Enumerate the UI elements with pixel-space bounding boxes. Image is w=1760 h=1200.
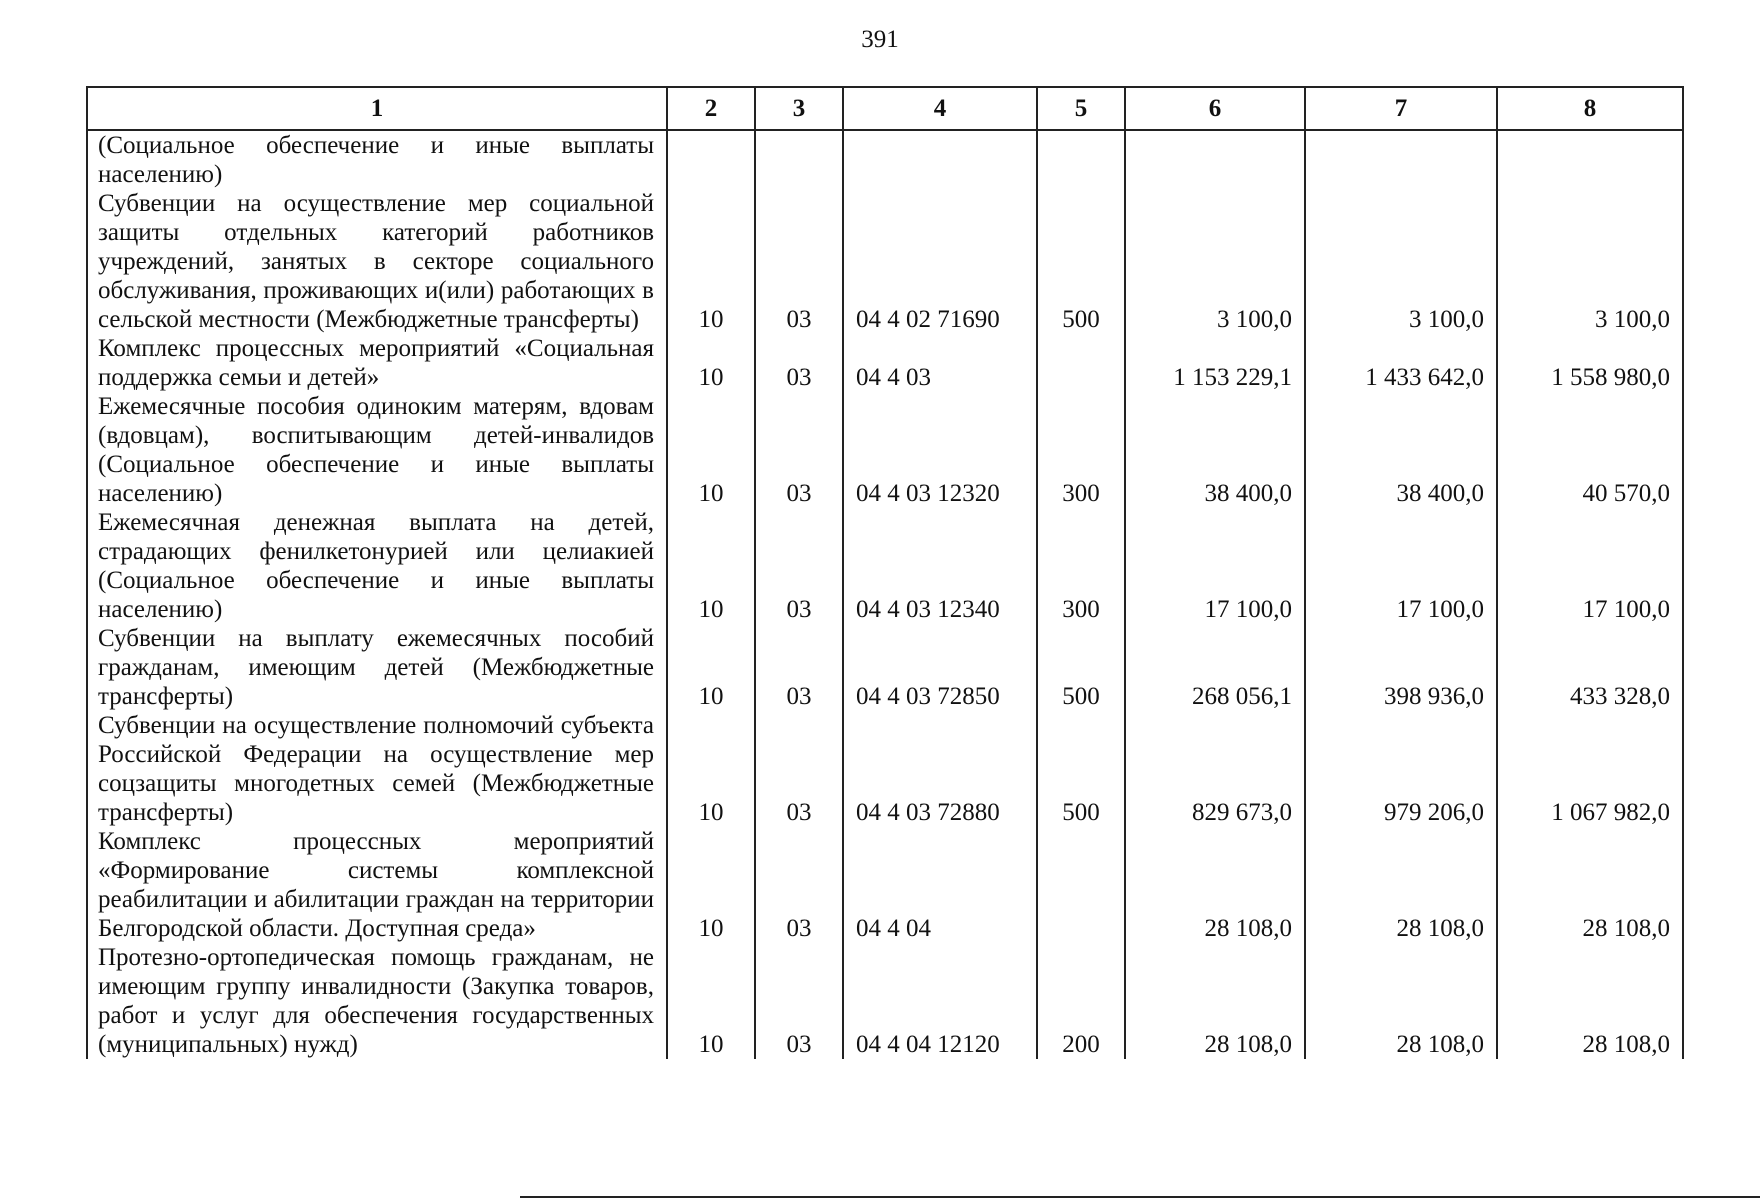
row-expense-type	[1037, 827, 1125, 943]
table-row	[87, 334, 1683, 392]
column-header-2: 2	[667, 87, 755, 130]
row-subsection	[755, 130, 843, 189]
row-value-col8: 17 100,0	[1497, 508, 1683, 624]
row-section: 10	[667, 189, 755, 334]
row-section	[667, 130, 755, 189]
row-value-col8: 1 558 980,0	[1497, 334, 1683, 392]
row-value-col8: 28 108,0	[1497, 943, 1683, 1059]
table-row	[87, 508, 1683, 624]
row-expense-type	[1037, 334, 1125, 392]
row-subsection: 03	[755, 334, 843, 392]
row-target-code: 04 4 03 72850	[843, 624, 1037, 711]
row-description: Комплекс процессных мероприятий «Социальная поддержка семьи и детей»	[87, 334, 667, 392]
table-row	[87, 392, 1683, 508]
row-value-col8: 1 067 982,0	[1497, 711, 1683, 827]
row-target-code: 04 4 03 12320	[843, 392, 1037, 508]
column-header-3: 3	[755, 87, 843, 130]
table-row	[87, 189, 1683, 334]
row-description: Ежемесячные пособия одиноким матерям, вдовам (вдовцам), воспитывающим детей-инвалидов (Социальное обеспечение и иные выплаты населению)	[87, 392, 667, 508]
column-header-8: 8	[1497, 87, 1683, 130]
table-row	[87, 624, 1683, 711]
column-header-1: 1	[87, 87, 667, 130]
row-expense-type: 300	[1037, 392, 1125, 508]
row-subsection: 03	[755, 943, 843, 1059]
row-value-col7: 38 400,0	[1305, 392, 1497, 508]
row-description: Субвенции на осуществление мер социальной защиты отдельных категорий работников учреждений, занятых в секторе социального обслуживания, проживающих и(или) работающих в сельской местности (Межбюджетные трансферты)	[87, 189, 667, 334]
row-value-col7	[1305, 130, 1497, 189]
table-row	[87, 943, 1683, 1059]
row-section: 10	[667, 827, 755, 943]
row-value-col7: 979 206,0	[1305, 711, 1497, 827]
row-subsection: 03	[755, 189, 843, 334]
row-value-col7: 3 100,0	[1305, 189, 1497, 334]
table-row	[87, 711, 1683, 827]
row-value-col7: 17 100,0	[1305, 508, 1497, 624]
row-value-col6: 38 400,0	[1125, 392, 1305, 508]
row-target-code: 04 4 02 71690	[843, 189, 1037, 334]
row-expense-type: 300	[1037, 508, 1125, 624]
table-header	[87, 87, 1683, 130]
row-value-col8	[1497, 130, 1683, 189]
column-header-5: 5	[1037, 87, 1125, 130]
row-value-col6: 28 108,0	[1125, 943, 1305, 1059]
row-expense-type: 500	[1037, 189, 1125, 334]
row-value-col8: 28 108,0	[1497, 827, 1683, 943]
row-subsection: 03	[755, 392, 843, 508]
column-header-7: 7	[1305, 87, 1497, 130]
row-expense-type: 200	[1037, 943, 1125, 1059]
row-description: Ежемесячная денежная выплата на детей, страдающих фенилкетонурией или целиакией (Социальное обеспечение и иные выплаты населению)	[87, 508, 667, 624]
row-subsection: 03	[755, 827, 843, 943]
row-target-code: 04 4 04 12120	[843, 943, 1037, 1059]
row-target-code: 04 4 03 12340	[843, 508, 1037, 624]
page-bottom-rule	[520, 1196, 1760, 1198]
row-description: Протезно-ортопедическая помощь гражданам, не имеющим группу инвалидности (Закупка товаров, работ и услуг для обеспечения государственных (муниципальных) нужд)	[87, 943, 667, 1059]
row-value-col7: 398 936,0	[1305, 624, 1497, 711]
row-value-col6: 17 100,0	[1125, 508, 1305, 624]
row-value-col7: 1 433 642,0	[1305, 334, 1497, 392]
row-subsection: 03	[755, 711, 843, 827]
row-value-col6: 268 056,1	[1125, 624, 1305, 711]
row-value-col6: 28 108,0	[1125, 827, 1305, 943]
table-body	[87, 130, 1683, 1059]
row-value-col7: 28 108,0	[1305, 943, 1497, 1059]
row-subsection: 03	[755, 624, 843, 711]
row-target-code: 04 4 04	[843, 827, 1037, 943]
page-number: 391	[861, 26, 899, 53]
row-expense-type	[1037, 130, 1125, 189]
row-target-code: 04 4 03 72880	[843, 711, 1037, 827]
row-value-col6: 3 100,0	[1125, 189, 1305, 334]
row-section: 10	[667, 943, 755, 1059]
column-header-4: 4	[843, 87, 1037, 130]
row-description: (Социальное обеспечение и иные выплаты населению)	[87, 130, 667, 189]
row-section: 10	[667, 508, 755, 624]
row-section: 10	[667, 334, 755, 392]
column-header-6: 6	[1125, 87, 1305, 130]
row-value-col8: 433 328,0	[1497, 624, 1683, 711]
row-section: 10	[667, 711, 755, 827]
row-expense-type: 500	[1037, 711, 1125, 827]
row-description: Субвенции на осуществление полномочий субъекта Российской Федерации на осуществление мер соцзащиты многодетных семей (Межбюджетные трансферты)	[87, 711, 667, 827]
row-value-col6: 1 153 229,1	[1125, 334, 1305, 392]
budget-table	[86, 86, 1684, 1059]
row-value-col7: 28 108,0	[1305, 827, 1497, 943]
table-row	[87, 827, 1683, 943]
row-section: 10	[667, 392, 755, 508]
row-target-code: 04 4 03	[843, 334, 1037, 392]
row-value-col6: 829 673,0	[1125, 711, 1305, 827]
header-row	[87, 87, 1683, 130]
row-description: Субвенции на выплату ежемесячных пособий гражданам, имеющим детей (Межбюджетные трансферты)	[87, 624, 667, 711]
table-row	[87, 130, 1683, 189]
row-subsection: 03	[755, 508, 843, 624]
row-description: Комплекс процессных мероприятий «Формирование системы комплексной реабилитации и абилитации граждан на территории Белгородской области. Доступная среда»	[87, 827, 667, 943]
row-value-col8: 40 570,0	[1497, 392, 1683, 508]
row-value-col8: 3 100,0	[1497, 189, 1683, 334]
row-section: 10	[667, 624, 755, 711]
row-expense-type: 500	[1037, 624, 1125, 711]
row-target-code	[843, 130, 1037, 189]
row-value-col6	[1125, 130, 1305, 189]
